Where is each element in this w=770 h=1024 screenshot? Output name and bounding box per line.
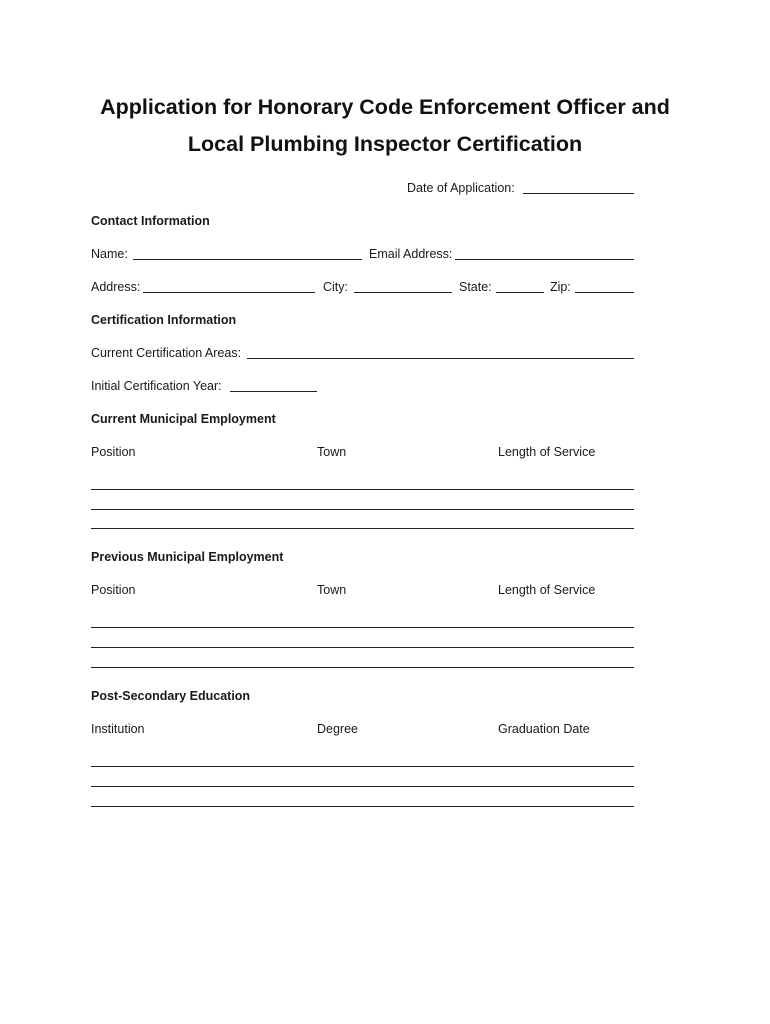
certification-areas-label: Current Certification Areas: [91, 346, 242, 360]
certification-areas-field[interactable] [247, 358, 634, 359]
address-label: Address: [91, 280, 141, 294]
form-title-line-2: Local Plumbing Inspector Certification [187, 132, 583, 156]
date-of-application-label: Date of Application: [407, 181, 515, 195]
education-col-degree: Degree [317, 722, 358, 736]
previous-employment-entry-line[interactable] [91, 647, 634, 648]
previous-employment-entry-line[interactable] [91, 667, 634, 668]
previous-employment-col-town: Town [317, 583, 347, 597]
current-employment-col-length: Length of Service [498, 445, 596, 459]
education-heading: Post-Secondary Education [91, 689, 251, 703]
education-entry-line[interactable] [91, 766, 634, 767]
current-employment-heading: Current Municipal Employment [91, 412, 276, 426]
city-label: City: [323, 280, 348, 294]
form-title-line-1: Application for Honorary Code Enforcement Officer and [100, 95, 670, 119]
address-field[interactable] [143, 292, 315, 293]
previous-employment-col-length: Length of Service [498, 583, 596, 597]
education-entry-line[interactable] [91, 786, 634, 787]
previous-employment-heading: Previous Municipal Employment [91, 550, 284, 564]
current-employment-col-position: Position [91, 445, 136, 459]
previous-employment-col-position: Position [91, 583, 136, 597]
city-field[interactable] [354, 292, 452, 293]
current-employment-entry-line[interactable] [91, 489, 634, 490]
initial-certification-year-label: Initial Certification Year: [91, 379, 222, 393]
current-employment-entry-line[interactable] [91, 528, 634, 529]
previous-employment-entry-line[interactable] [91, 627, 634, 628]
email-field[interactable] [455, 259, 634, 260]
name-label: Name: [91, 247, 128, 261]
education-entry-line[interactable] [91, 806, 634, 807]
contact-information-heading: Contact Information [91, 214, 210, 228]
name-field[interactable] [133, 259, 362, 260]
initial-certification-year-field[interactable] [230, 391, 317, 392]
education-col-institution: Institution [91, 722, 145, 736]
state-field[interactable] [496, 292, 544, 293]
education-col-graduation-date: Graduation Date [498, 722, 590, 736]
zip-label: Zip: [550, 280, 571, 294]
email-label: Email Address: [369, 247, 453, 261]
date-of-application-field[interactable] [523, 193, 634, 194]
state-label: State: [459, 280, 492, 294]
current-employment-col-town: Town [317, 445, 347, 459]
current-employment-entry-line[interactable] [91, 509, 634, 510]
certification-information-heading: Certification Information [91, 313, 237, 327]
zip-field[interactable] [575, 292, 634, 293]
